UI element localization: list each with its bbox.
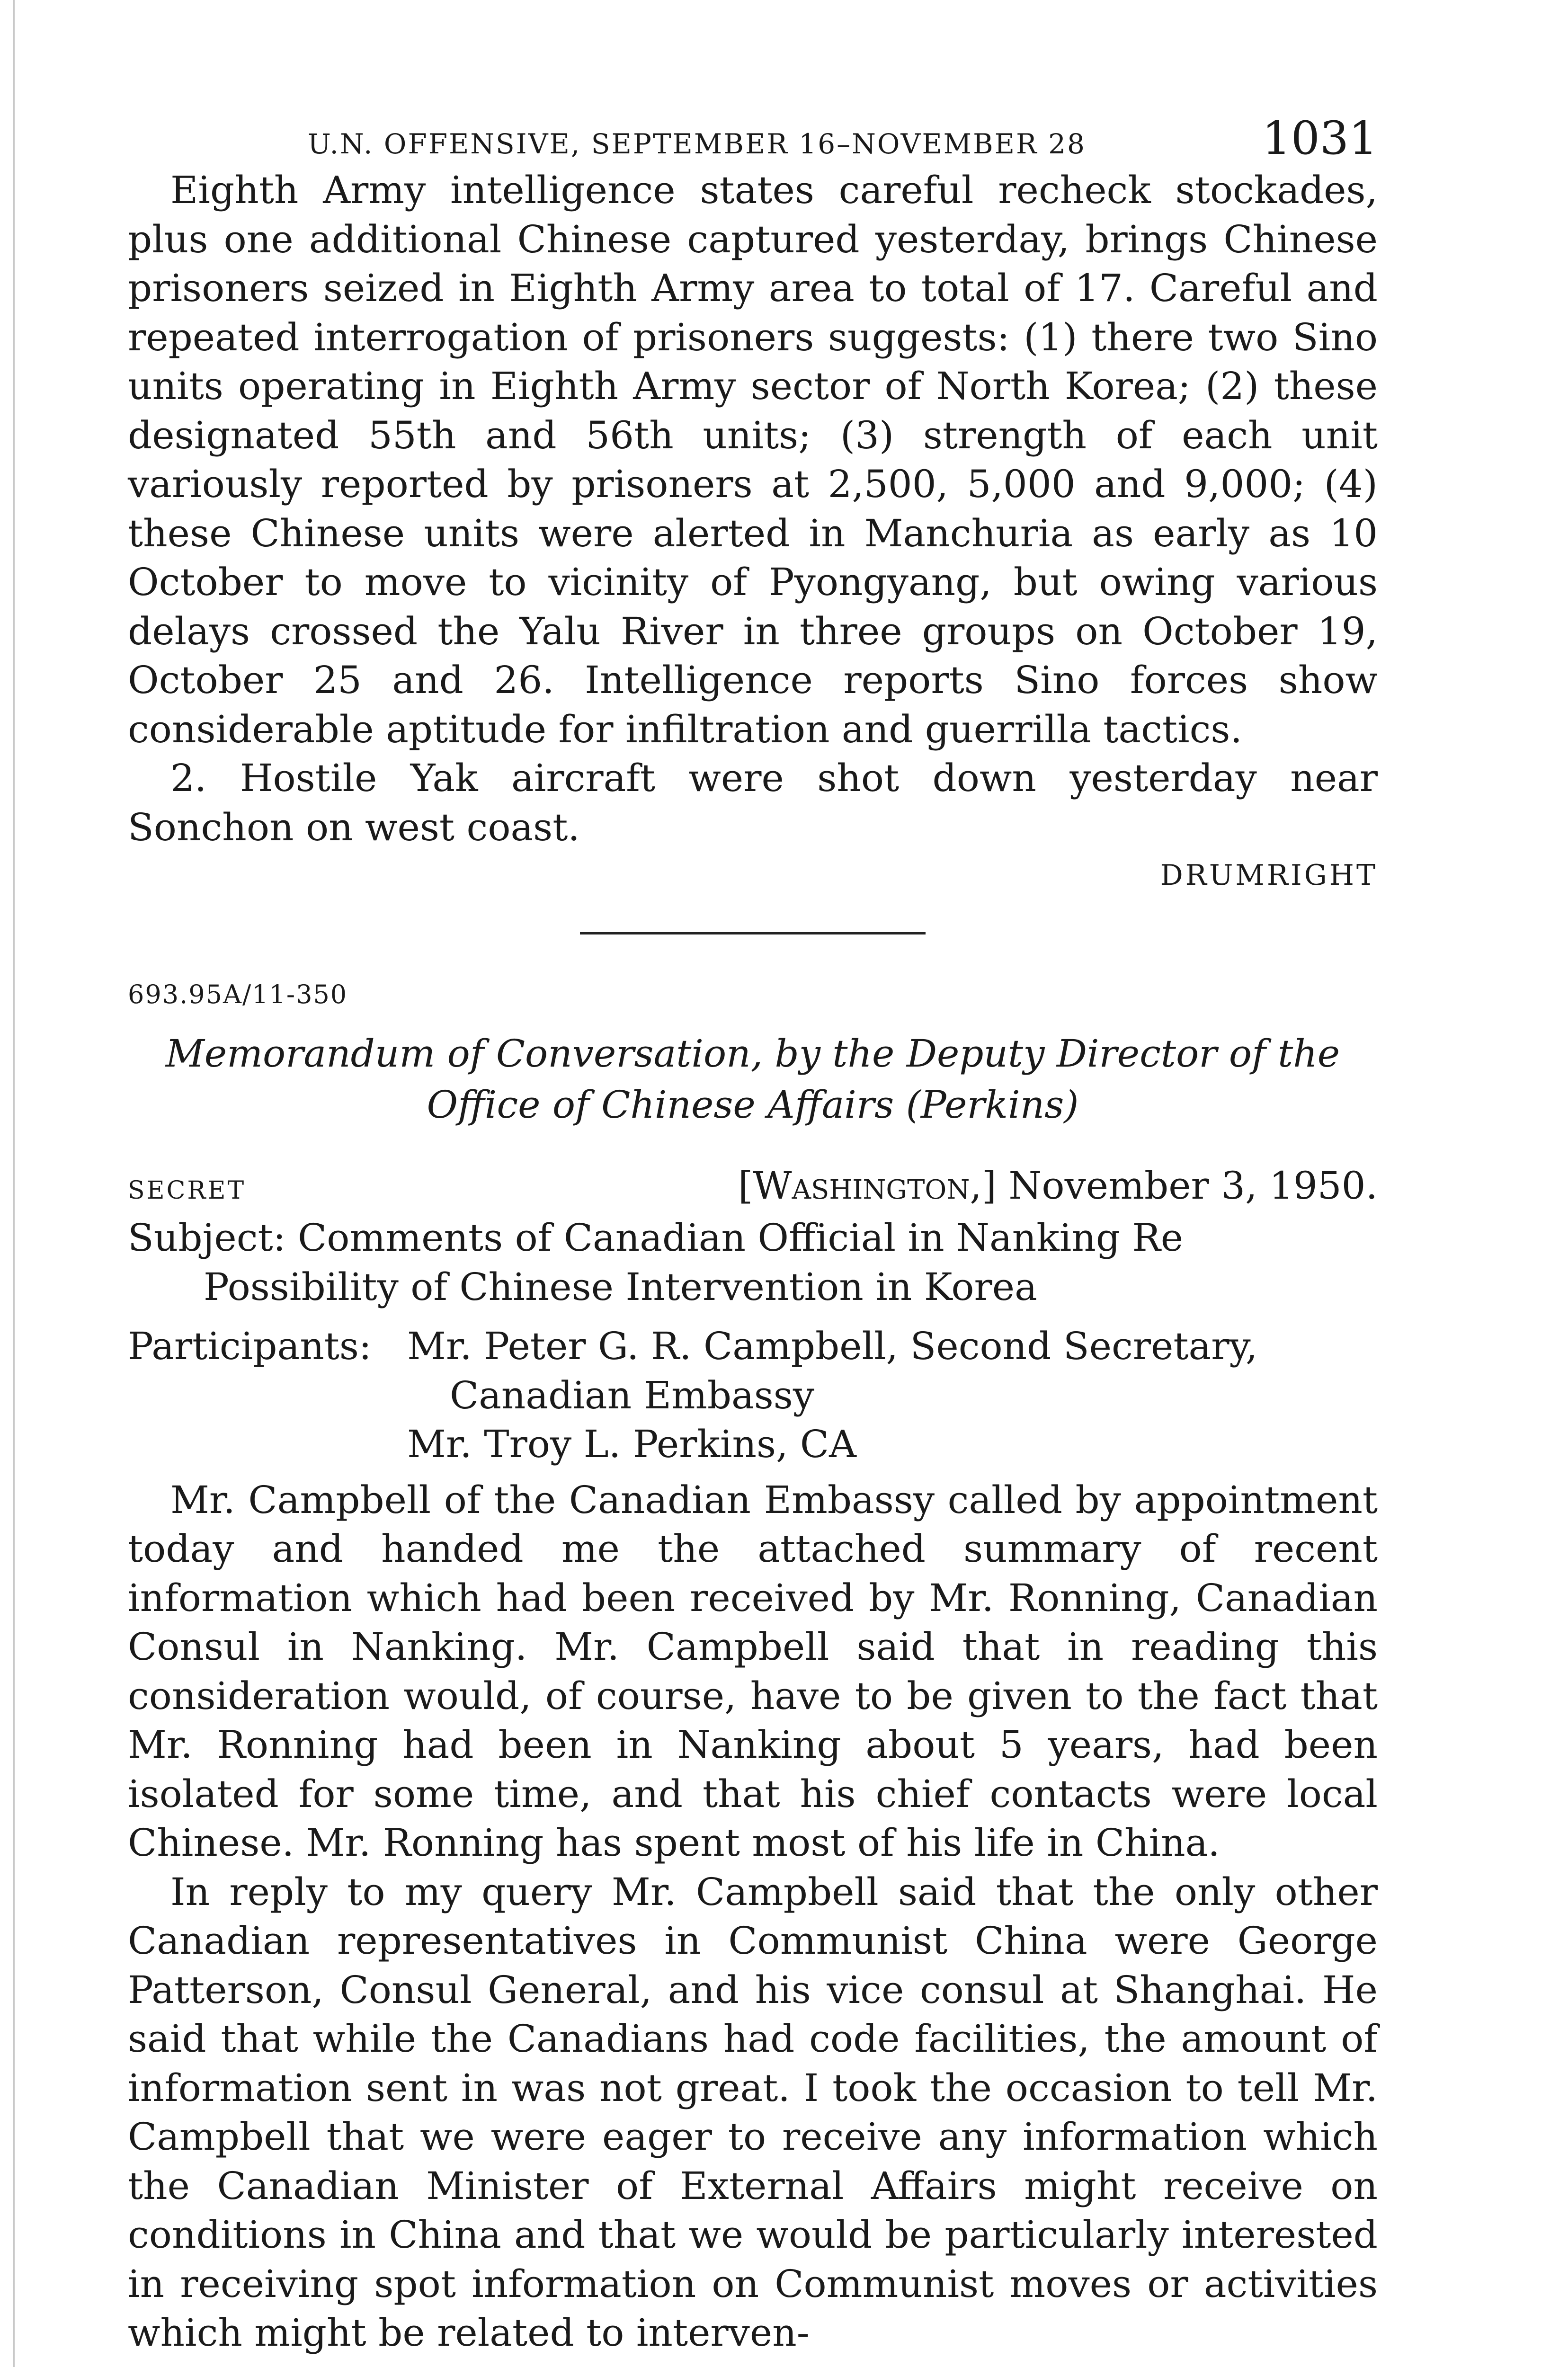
scan-edge-line <box>13 0 15 2367</box>
section-divider <box>580 932 926 934</box>
signature: DRUMRIGHT <box>1160 859 1378 892</box>
subject-text: Comments of Canadian Official in Nanking Re Possibility of Chinese Intervention in Korea <box>204 1216 1184 1309</box>
telegram-paragraph-2: 2. Hostile Yak aircraft were shot down yesterday near Sonchon on west coast. <box>128 756 1378 849</box>
participants-label: Participants: <box>128 1324 372 1368</box>
place-date <box>738 1164 1378 1208</box>
place-bracket-open: [ <box>738 1164 753 1208</box>
subject-label: Subject: <box>128 1216 286 1260</box>
running-header <box>128 109 1378 166</box>
memo-title: Memorandum of Conversation, by the Deputy Director of the Office of Chinese Affairs (Perkins) <box>165 1032 1340 1127</box>
memo-paragraph-1: Mr. Campbell of the Canadian Embassy called by appointment today and handed me the attached summary of recent information which had been received by Mr. Ronning, Canadian Consul in Nanking. Mr. Campbell said that in reading this consideration would, of course, have to be given to the fact that Mr. Ronning had been in Nanking about 5 years, had been isolated for some time, and that his chief contacts were local Chinese. Mr. Ronning has spent most of his life in China. <box>128 1477 1378 1865</box>
classification-label: SECRET <box>128 1176 246 1205</box>
participants-block <box>128 1322 1378 1469</box>
memo-date: November 3, 1950. <box>1008 1164 1378 1208</box>
dateline <box>128 1164 1378 1208</box>
participant-entry: Mr. Troy L. Perkins, CA <box>407 1422 856 1466</box>
file-number: 693.95A/11-350 <box>128 979 348 1009</box>
subject-line <box>128 1213 1378 1311</box>
document-page <box>128 109 1378 2358</box>
telegram-paragraph-1: Eighth Army intelligence states careful recheck stockades, plus one additional Chinese captured yesterday, brings Chinese prisoners seized in Eighth Army area to total of 17. Careful and repeated interrogation of prisoners suggests: (1) there two Sino units operating in Eighth Army sector of North Korea; (2) these designated 55th and 56th units; (3) strength of each unit variously reported by prisoners at 2,500, 5,000 and 9,000; (4) these Chinese units were alerted in Manchuria as early as 10 October to move to vicinity of Pyongyang, but owing various delays crossed the Yalu River in three groups on October 19, October 25 and 26. Intelligence reports Sino forces show considerable aptitude for infiltration and guerrilla tactics. <box>128 168 1378 751</box>
page-number: 1031 <box>1262 112 1378 165</box>
memo-paragraph-2: In reply to my query Mr. Campbell said that the only other Canadian representatives in Communist China were George Patterson, Consul General, and his vice consul at Shanghai. He said that while the Canadians had code facilities, the amount of information sent in was not great. I took the occasion to tell Mr. Campbell that we were eager to receive any information which the Canadian Minister of External Affairs might receive on conditions in China and that we would be particularly interested in receiving spot information on Communist moves or activities which might be related to interven- <box>128 1869 1378 2355</box>
participant-entry: Mr. Peter G. R. Campbell, Second Secretary, Canadian Embassy <box>407 1324 1258 1417</box>
participants-list <box>407 1322 1378 1469</box>
running-title: U.N. OFFENSIVE, SEPTEMBER 16–NOVEMBER 28 <box>308 128 1086 160</box>
place: Washington <box>753 1164 970 1208</box>
place-bracket-close: ,] <box>970 1164 997 1208</box>
